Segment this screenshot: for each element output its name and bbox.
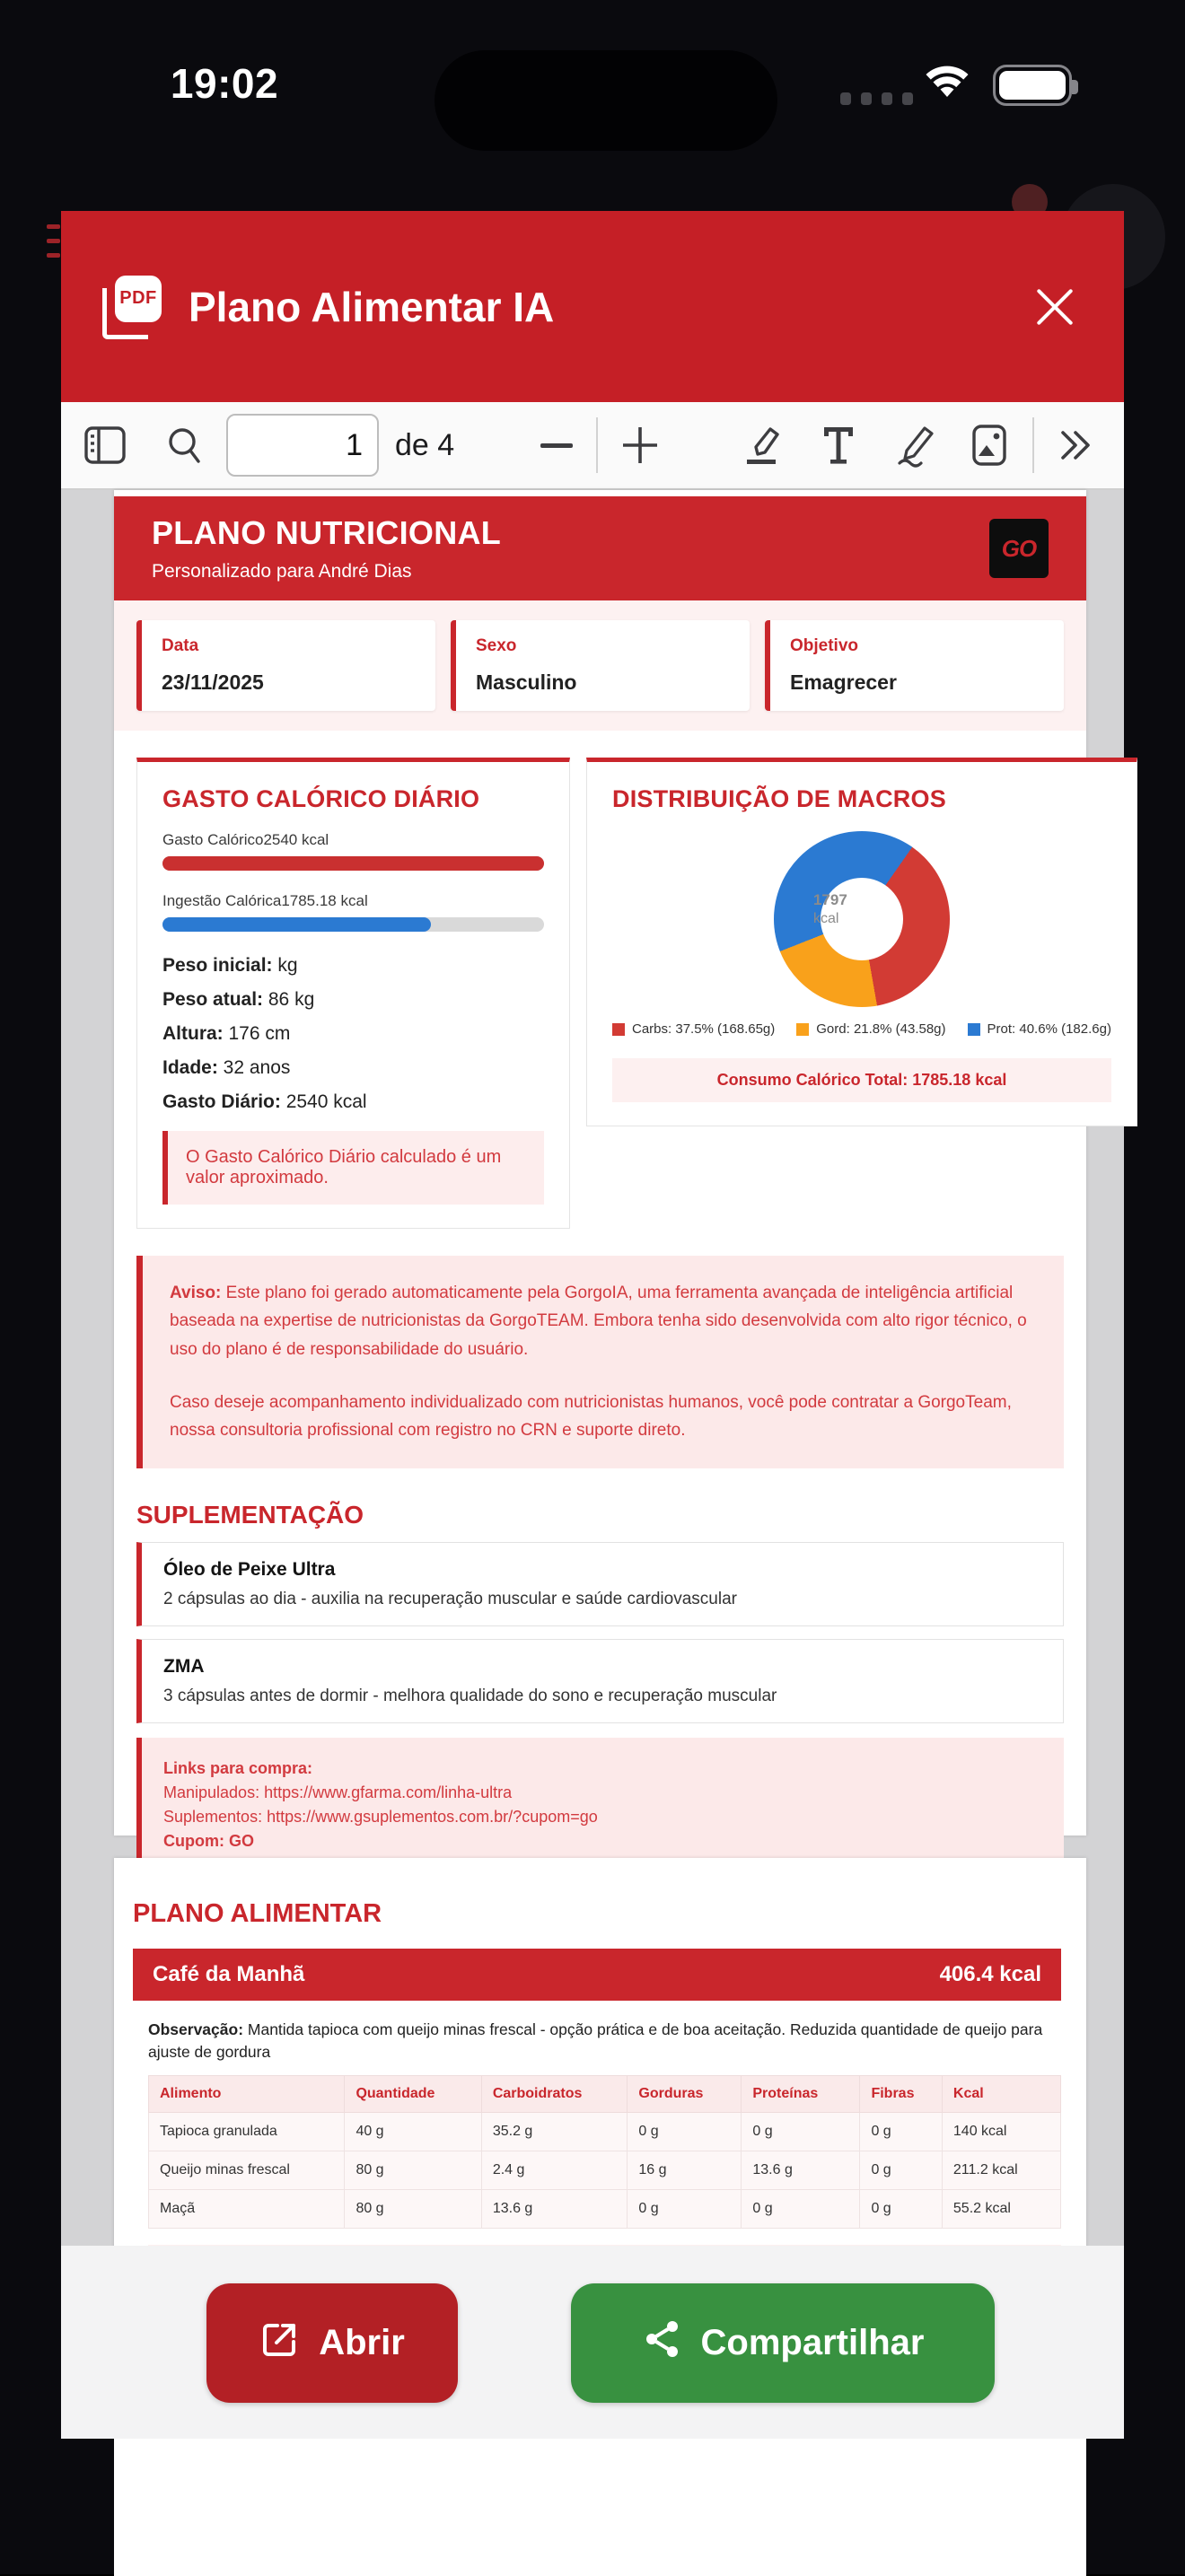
document-banner xyxy=(114,496,1086,600)
gasto-calorico-card xyxy=(136,758,570,1229)
close-icon[interactable] xyxy=(1032,285,1077,329)
info-cards-band xyxy=(114,600,1086,731)
pdf-toolbar xyxy=(61,402,1124,490)
ingestao-progressbar xyxy=(162,917,544,932)
macros-title: DISTRIBUIÇÃO DE MACROS xyxy=(612,785,946,812)
pdf-file-icon: PDF xyxy=(102,276,162,338)
page-count-label: de 4 xyxy=(395,427,455,462)
gasto-bar-label: Gasto Calórico2540 kcal xyxy=(162,831,329,848)
meal-observacao: Observação: Mantida tapioca com queijo minas frescal - opção prática e de boa aceitação. Reduzida quantidade de queijo para ajuste de gordura xyxy=(148,2020,1043,2061)
share-button[interactable]: Compartilhar xyxy=(571,2283,995,2403)
legend-prot: Prot: 40.6% (182.6g) xyxy=(968,1021,1111,1037)
image-stamp-icon[interactable] xyxy=(971,424,1007,467)
pdf-viewer-modal xyxy=(61,211,1124,2439)
macros-donut-chart xyxy=(774,831,950,1007)
search-icon[interactable] xyxy=(165,425,203,465)
page-number-input[interactable] xyxy=(226,414,379,477)
consumo-total: Consumo Calórico Total: 1785.18 kcal xyxy=(612,1058,1111,1102)
wifi-icon xyxy=(921,61,973,107)
table-row: Maçã 80 g 13.6 g 0 g 0 g 0 g 55.2 kcal xyxy=(149,2190,1061,2229)
more-tools-icon[interactable] xyxy=(1058,427,1093,463)
modal-footer xyxy=(61,2246,1124,2439)
meal-kcal: 406.4 kcal xyxy=(939,1962,1041,1986)
battery-icon xyxy=(993,65,1072,106)
pdf-page-2 xyxy=(114,1858,1086,2576)
highlighter-icon[interactable] xyxy=(740,424,783,467)
pdf-page-1 xyxy=(114,490,1111,1850)
open-button[interactable]: Abrir xyxy=(206,2283,458,2403)
plano-alimentar-title: PLANO ALIMENTAR xyxy=(133,1899,382,1928)
info-card-objetivo: Objetivo Emagrecer xyxy=(765,620,1064,711)
share-icon xyxy=(642,2318,683,2369)
nutrition-table xyxy=(148,2075,1061,2229)
document-subtitle: Personalizado para André Dias xyxy=(152,561,412,582)
gasto-note: O Gasto Calórico Diário calculado é um valor aproximado. xyxy=(162,1131,544,1205)
modal-header xyxy=(61,211,1124,402)
link-manipulados: Manipulados: https://www.gfarma.com/linha-ultra xyxy=(163,1783,513,1801)
macros-legend xyxy=(612,1021,1111,1037)
open-external-icon xyxy=(259,2318,301,2369)
text-tool-icon[interactable] xyxy=(819,424,858,467)
status-time: 19:02 xyxy=(170,60,279,107)
document-title: PLANO NUTRICIONAL xyxy=(152,514,502,551)
info-card-sexo: Sexo Masculino xyxy=(451,620,750,711)
suplementacao-title: SUPLEMENTAÇÃO xyxy=(136,1500,364,1529)
table-row: Tapioca granulada 40 g 35.2 g 0 g 0 g 0 g 140 kcal xyxy=(149,2113,1061,2151)
go-logo: GO xyxy=(989,519,1049,578)
gasto-title: GASTO CALÓRICO DIÁRIO xyxy=(162,785,480,812)
modal-title: Plano Alimentar IA xyxy=(189,283,555,330)
legend-gord: Gord: 21.8% (43.58g) xyxy=(796,1021,945,1037)
ingestao-bar-label: Ingestão Calórica1785.18 kcal xyxy=(162,892,368,909)
meal-banner xyxy=(133,1949,1061,2001)
pdf-canvas[interactable] xyxy=(61,490,1124,2246)
purchase-links-box: Links para compra: Manipulados: https://www.gfarma.com/linha-ultra Suplementos: https://www.gsuplementos.com.br/?cupom=go Cupom: GO xyxy=(136,1738,1064,1872)
body-stats-list: Peso inicial: kg Peso atual: 86 kg Altura: 176 cm Idade: 32 anos Gasto Diário: 2540 kcal xyxy=(162,955,367,1112)
link-suplementos: Suplementos: https://www.gsuplementos.com.br/?cupom=go xyxy=(163,1807,598,1826)
cellular-signal-icon xyxy=(840,92,913,105)
donut-center-label: 1797 kcal xyxy=(812,891,847,927)
sidebar-toggle-icon[interactable] xyxy=(84,426,126,464)
table-row: Queijo minas frescal 80 g 2.4 g 16 g 13.6 g 0 g 211.2 kcal xyxy=(149,2151,1061,2190)
supplement-item: Óleo de Peixe Ultra 2 cápsulas ao dia - auxilia na recuperação muscular e saúde cardiovascular xyxy=(136,1542,1064,1626)
table-header-row: Alimento Quantidade Carboidratos Gorduras Proteínas Fibras Kcal xyxy=(149,2076,1061,2113)
draw-pen-icon[interactable] xyxy=(894,424,935,467)
zoom-out-icon[interactable] xyxy=(540,443,573,448)
gasto-progressbar xyxy=(162,856,544,871)
aviso-box: Aviso: Este plano foi gerado automaticamente pela GorgoIA, uma ferramenta avançada de inteligência artificial baseada na expertise de nutricionistas da GorgoTEAM. Embora tenha sido desenvolvida com alto rigor técnico, o uso do plano é de responsabilidade do usuário. Caso deseje acompanhamento individualizado com nutricionistas humanos, você pode contratar a GorgoTeam, nossa consultoria profissional com registro no CRN e suporte direto. xyxy=(136,1256,1064,1468)
zoom-in-icon[interactable] xyxy=(621,425,659,466)
dynamic-island xyxy=(434,50,777,151)
info-card-data: Data 23/11/2025 xyxy=(136,620,435,711)
meal-name: Café da Manhã xyxy=(153,1962,305,1986)
cupom: Cupom: GO xyxy=(163,1831,254,1850)
legend-carbs: Carbs: 37.5% (168.65g) xyxy=(612,1021,775,1037)
macros-card xyxy=(586,758,1137,1126)
supplement-item: ZMA 3 cápsulas antes de dormir - melhora qualidade do sono e recuperação muscular xyxy=(136,1639,1064,1723)
